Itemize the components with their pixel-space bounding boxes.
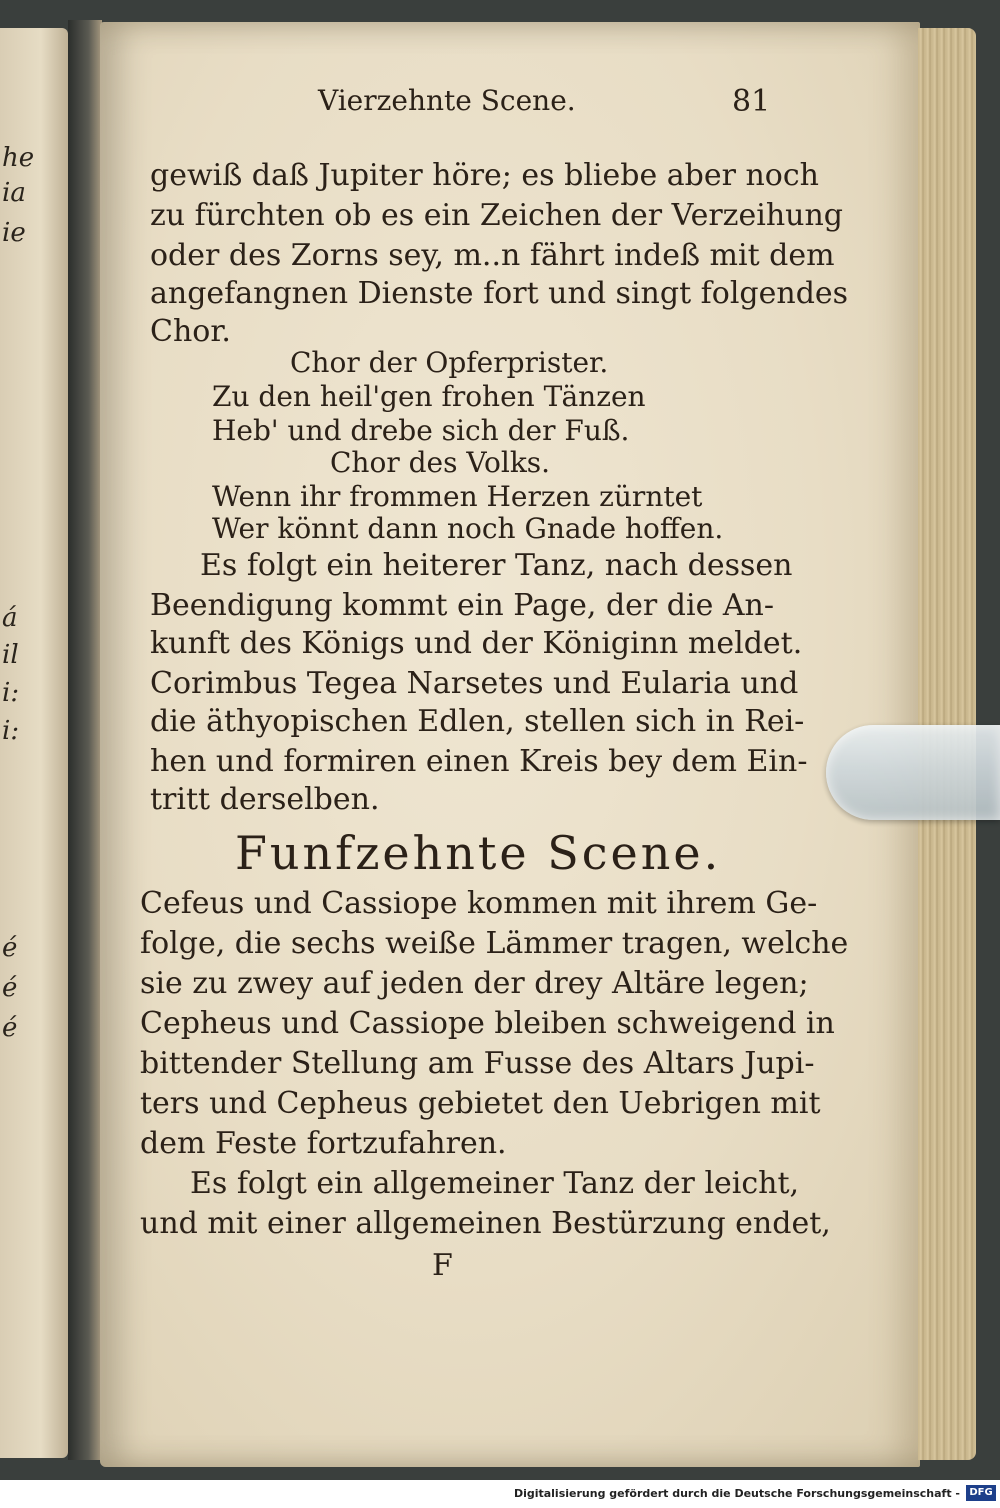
body-line: kunft des Königs und der Königinn meldet. (150, 626, 803, 661)
body-line: Beendigung kommt ein Page, der die An- (150, 588, 774, 623)
dfg-logo: DFG (966, 1485, 996, 1501)
left-fragment: he (2, 143, 35, 173)
verse-line: Wer könnt dann noch Gnade hoffen. (212, 512, 724, 545)
body-line: angefangnen Dienste fort und singt folgendes (150, 276, 849, 311)
body-line: dem Feste fortzufahren. (140, 1126, 507, 1161)
body-line: folge, die sechs weiße Lämmer tragen, welche (140, 926, 849, 961)
footer (0, 1480, 1000, 1508)
left-fragment: é (2, 1013, 18, 1043)
left-fragment: i: (2, 678, 20, 708)
left-fragment: é (2, 933, 18, 963)
catchword: F (432, 1248, 453, 1283)
left-fragment: ie (2, 218, 26, 248)
body-line: hen und formiren einen Kreis bey dem Ein- (150, 744, 808, 779)
chorus-heading: Chor des Volks. (330, 446, 551, 479)
body-line: gewiß daß Jupiter höre; es bliebe aber noch (150, 158, 819, 193)
left-fragment: á (2, 603, 18, 633)
body-line: die äthyopischen Edlen, stellen sich in Rei- (150, 704, 805, 739)
body-line: bittender Stellung am Fusse des Altars Jupi- (140, 1046, 815, 1081)
left-fragment: i: (2, 716, 20, 746)
left-fragment: ia (2, 178, 26, 208)
verse-line: Heb' und drebe sich der Fuß. (212, 414, 630, 447)
book-gutter (68, 20, 102, 1460)
body-line: Cepheus und Cassiope bleiben schweigend in (140, 1006, 835, 1041)
body-line: oder des Zorns sey, m..n fährt indeß mit dem (150, 238, 835, 273)
body-line: und mit einer allgemeinen Bestürzung endet, (140, 1206, 831, 1241)
body-line: ters und Cepheus gebietet den Uebrigen mit (140, 1086, 821, 1121)
running-title: Vierzehnte Scene. (318, 84, 576, 117)
body-line: Es folgt ein heiterer Tanz, nach dessen (200, 548, 793, 583)
body-line: sie zu zwey auf jeden der drey Altäre legen; (140, 966, 809, 1001)
left-fragment: il (2, 640, 19, 670)
page-number: 81 (732, 84, 771, 119)
page-holder-clip (826, 725, 1000, 820)
left-page-edge (0, 28, 68, 1458)
verse-line: Wenn ihr frommen Herzen zürntet (212, 480, 703, 513)
body-line: Chor. (150, 314, 231, 349)
chorus-heading: Chor der Opferprister. (290, 346, 609, 379)
body-line: zu fürchten ob es ein Zeichen der Verzeihung (150, 198, 844, 233)
scene-title: Funfzehnte Scene. (235, 826, 722, 880)
footer-credit: Digitalisierung gefördert durch die Deutsche Forschungsgemeinschaft - (513, 1487, 960, 1500)
left-fragment: é (2, 973, 18, 1003)
body-line: Cefeus und Cassiope kommen mit ihrem Ge- (140, 886, 818, 921)
body-line: tritt derselben. (150, 782, 380, 817)
body-line: Corimbus Tegea Narsetes und Eularia und (150, 666, 799, 701)
body-line: Es folgt ein allgemeiner Tanz der leicht, (190, 1166, 800, 1201)
verse-line: Zu den heil'gen frohen Tänzen (212, 380, 646, 413)
